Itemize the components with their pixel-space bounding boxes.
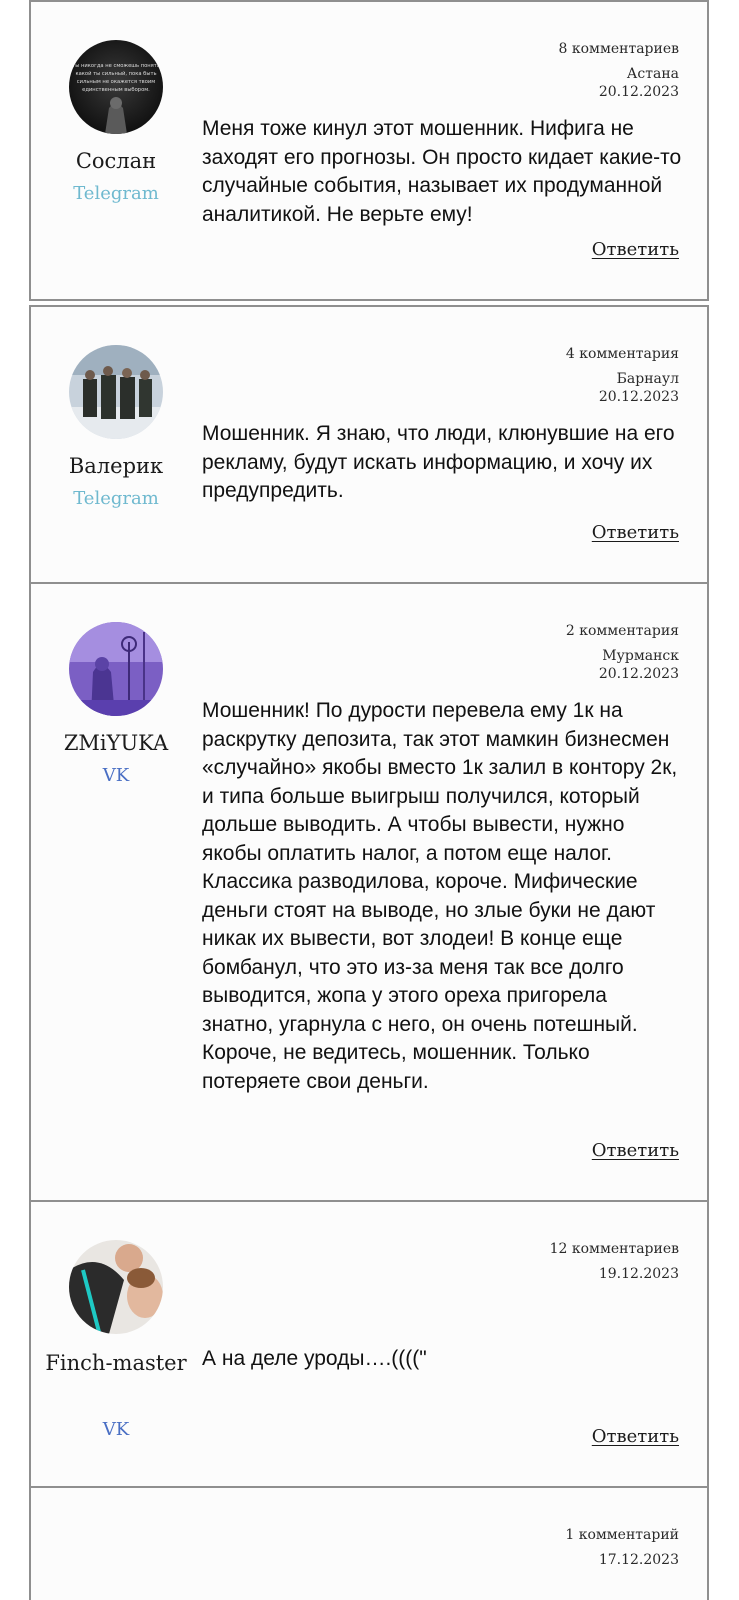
svg-text:сильным не окажется твоим: сильным не окажется твоим bbox=[76, 79, 156, 85]
comment-text: А на деле уроды….((((" bbox=[202, 1347, 427, 1370]
avatar[interactable] bbox=[69, 40, 163, 134]
comment-count: 8 комментариев bbox=[558, 41, 679, 57]
comment-text: Меня тоже кинул этот мошенник. Нифига не заходят его прогнозы. Он просто кидает какие-то случайные события, называет их продуманной аналитикой. Не верьте ему! bbox=[202, 117, 682, 226]
author-name: Валерик bbox=[68, 454, 164, 478]
comment-card bbox=[29, 0, 709, 301]
comment-count: 2 комментария bbox=[565, 623, 679, 639]
comment-count: 12 комментариев bbox=[549, 1241, 679, 1257]
date: 20.12.2023 bbox=[598, 84, 679, 100]
svg-text:Ты никогда не сможешь понять: Ты никогда не сможешь понять bbox=[72, 63, 160, 69]
svg-text:единственным выбором.: единственным выбором. bbox=[82, 87, 150, 93]
reply-button[interactable]: Ответить bbox=[591, 1426, 679, 1447]
city: Мурманск bbox=[602, 648, 679, 664]
svg-text:какой ты сильный, пока быть: какой ты сильный, пока быть bbox=[75, 71, 157, 77]
avatar[interactable] bbox=[69, 622, 163, 716]
comment-card bbox=[29, 1486, 709, 1600]
reply-button[interactable]: Ответить bbox=[591, 1140, 679, 1161]
author-network-link[interactable]: VK bbox=[102, 1419, 130, 1440]
comment-text: Мошенник. Я знаю, что люди, клюнувшие на его рекламу, будут искать информацию, и хочу их предупредить. bbox=[202, 422, 675, 502]
date: 20.12.2023 bbox=[598, 666, 679, 682]
avatar[interactable] bbox=[69, 345, 163, 439]
comment-count: 1 комментарий bbox=[565, 1527, 679, 1543]
avatar[interactable] bbox=[69, 1240, 163, 1334]
city: Астана bbox=[626, 66, 679, 82]
comment-count: 4 комментария bbox=[565, 346, 679, 362]
author-name: Finch-master bbox=[45, 1351, 187, 1375]
comment-card bbox=[29, 1200, 709, 1488]
date: 19.12.2023 bbox=[598, 1266, 679, 1282]
city: Барнаул bbox=[616, 371, 679, 387]
author-name: Сослан bbox=[75, 149, 157, 173]
date: 20.12.2023 bbox=[598, 389, 679, 405]
reply-button[interactable]: Ответить bbox=[591, 239, 679, 260]
author-network-link[interactable]: Telegram bbox=[73, 488, 159, 509]
author-network-link[interactable]: VK bbox=[102, 765, 130, 786]
date: 17.12.2023 bbox=[598, 1552, 679, 1568]
author-network-link[interactable]: Telegram bbox=[73, 183, 159, 204]
reply-button[interactable]: Ответить bbox=[591, 522, 679, 543]
comment-card bbox=[29, 582, 709, 1202]
author-name: ZMiYUKA bbox=[63, 731, 169, 755]
comment-card bbox=[29, 305, 709, 584]
comment-text: Мошенник! По дурости перевела ему 1к на раскрутку депозита, так этот мамкин бизнесмен «случайно» якобы вместо 1к залил в контору 2к, и типа больше выигрыш получился, который дольше выводить. А чтобы вывести, нужно якобы оплатить налог, а потом еще налог. Классика разводилова, короче. Мифические деньги стоят на выводе, но злые буки не дают никак их вывести, вот злодеи! В конце еще бомбанул, что это из-за меня так все долго выводится, жопа у этого ореха пригорела знатно, угарнула с него, он очень потешный. Короче, не ведитесь, мошенник. Только потеряете свои деньги. bbox=[202, 699, 678, 1093]
